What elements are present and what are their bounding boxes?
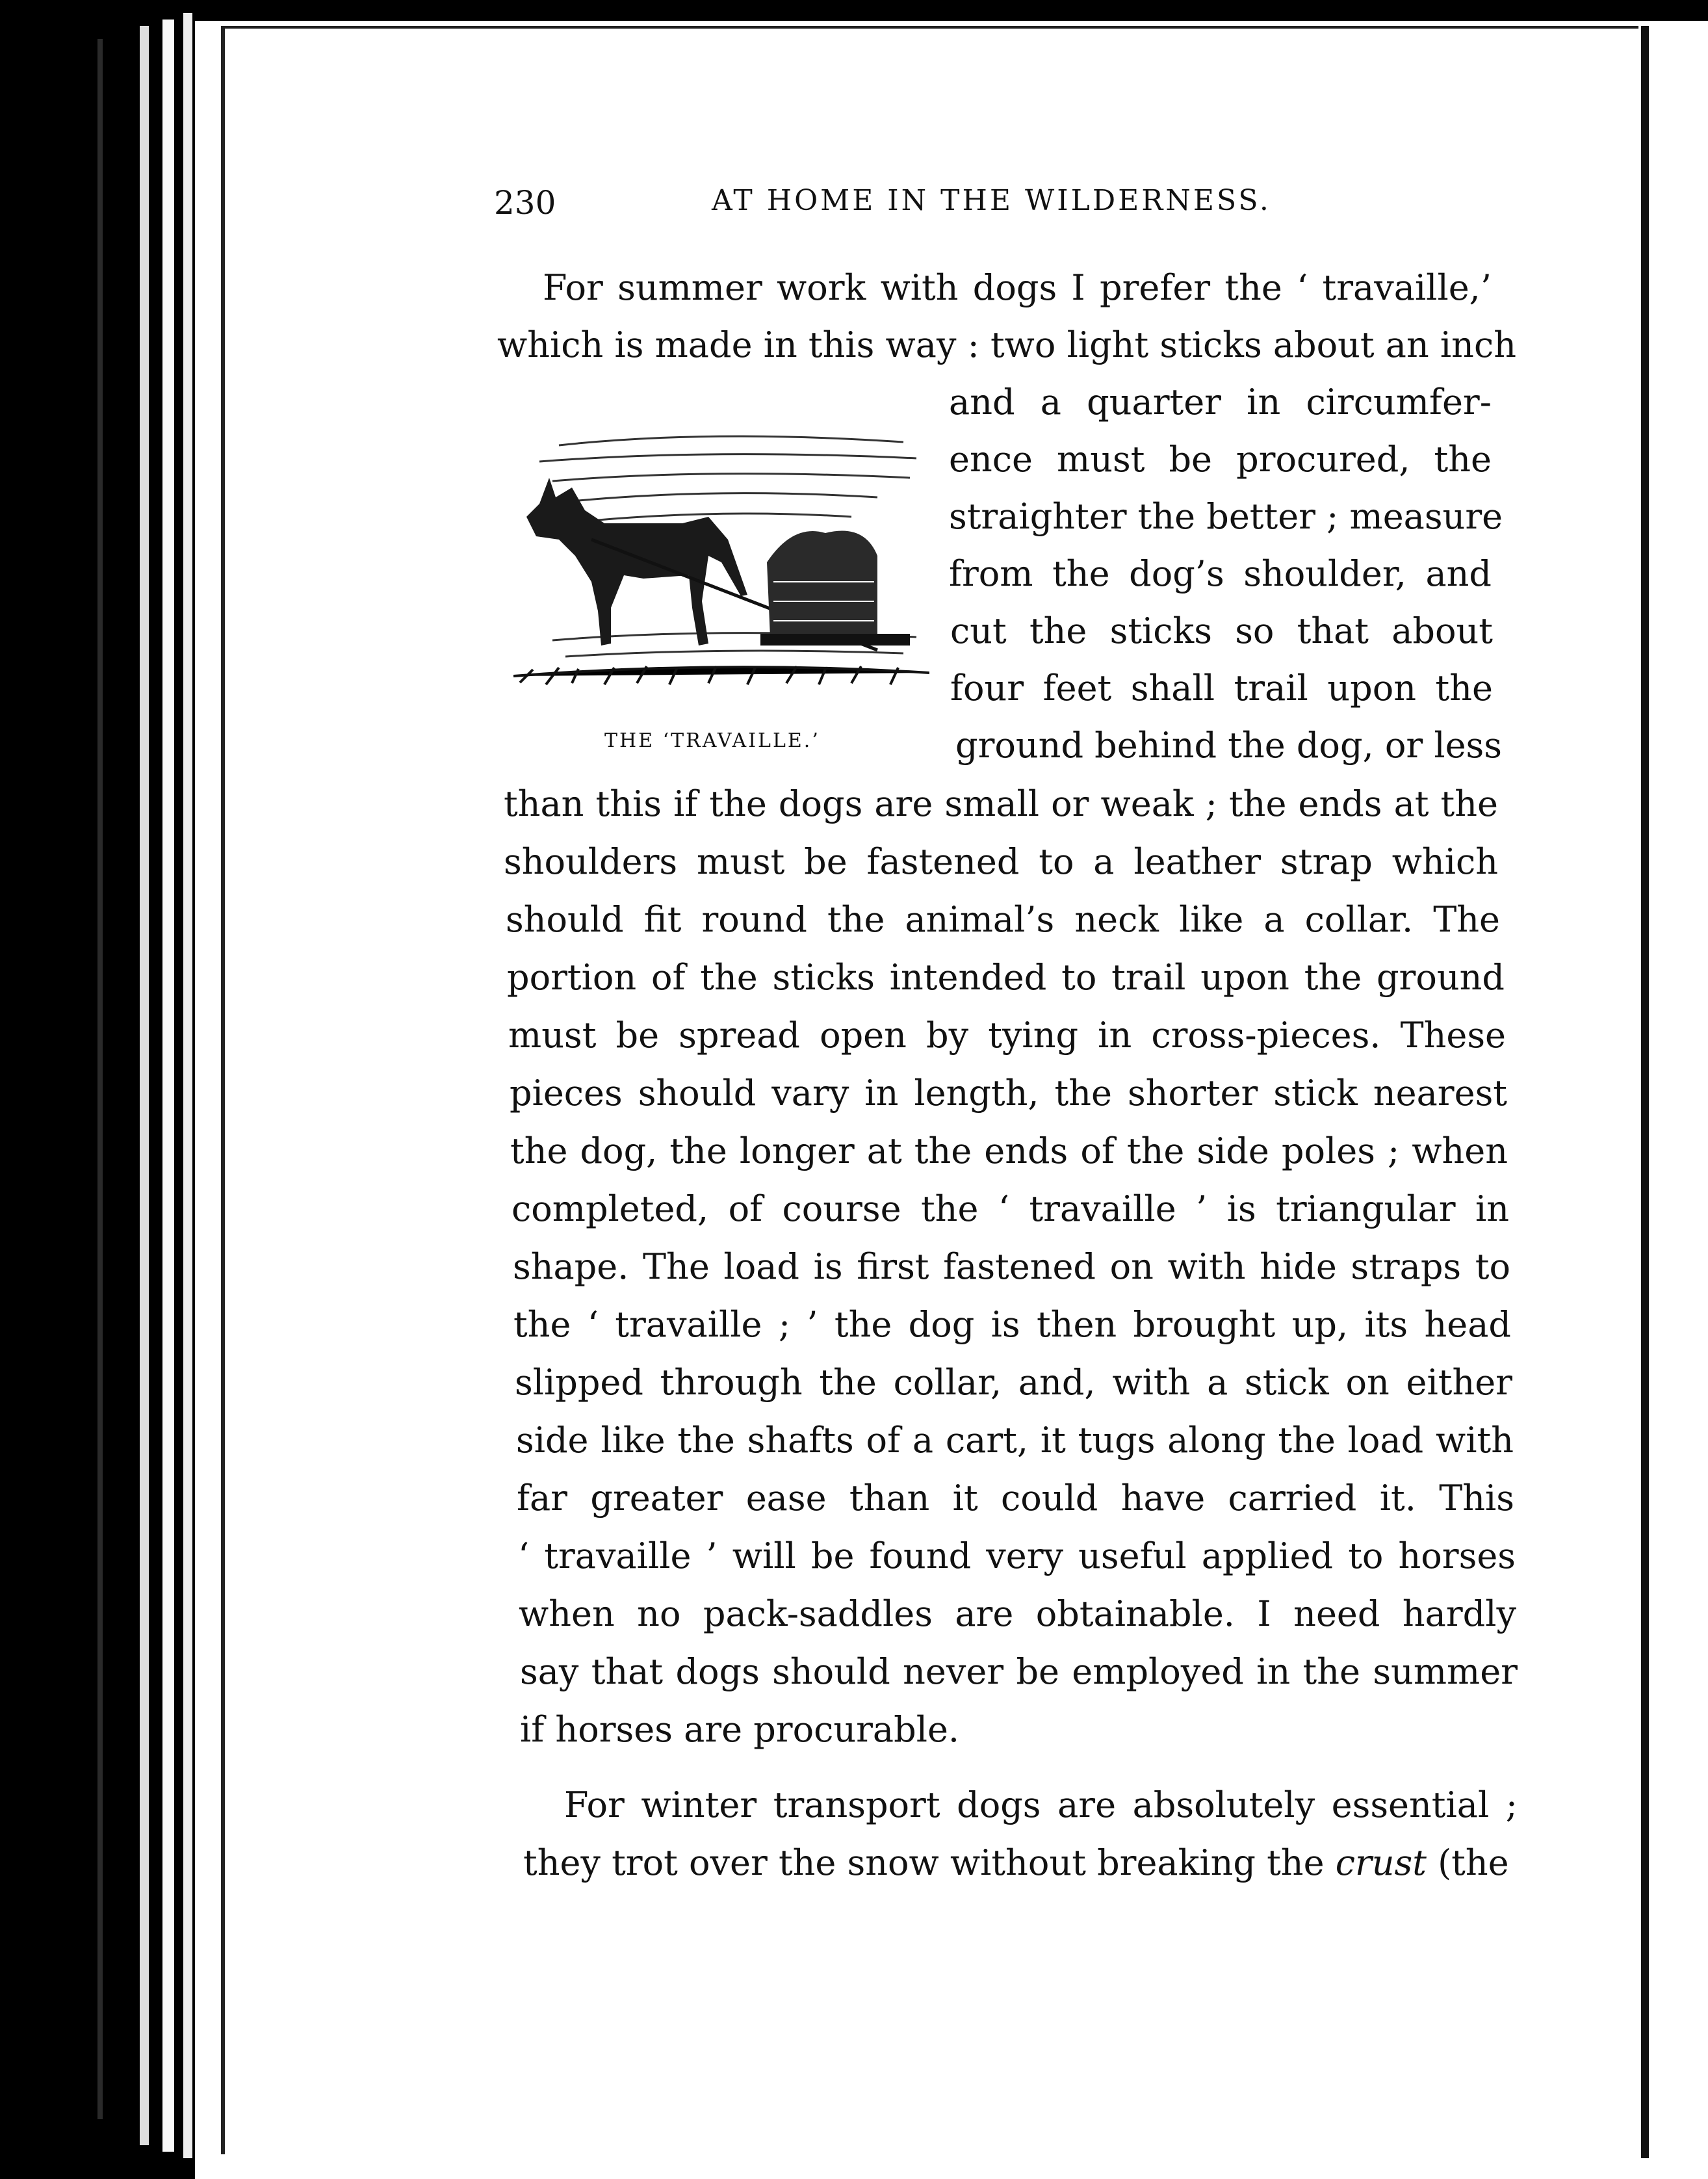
text-line: if horses are procurable. [520, 1709, 960, 1750]
dog-pulling-travaille-illustration [513, 426, 929, 705]
text-line: should fit round the animal’s neck like a collar. The [506, 899, 1500, 940]
text-line: pieces should vary in length, the shorter stick nearest [510, 1073, 1507, 1114]
italic-word: crust [1335, 1842, 1427, 1883]
travaille-illustration [513, 426, 929, 705]
text-line: from the dog’s shoulder, and [949, 553, 1492, 594]
text-line: side like the shafts of a cart, it tugs along the load with [516, 1420, 1514, 1461]
running-title: AT HOME IN THE WILDERNESS. [712, 184, 1271, 217]
text-line: which is made in this way : two light sticks about an inch [497, 324, 1516, 365]
text-line: ground behind the dog, or less [955, 725, 1502, 766]
text-line: far greater ease than it could have carried it. This [517, 1478, 1514, 1519]
text-line: slipped through the collar, and, with a stick on either [515, 1362, 1512, 1403]
page-top-edge [195, 0, 1708, 21]
book-spine [0, 0, 195, 2179]
text-line-last [523, 1834, 1518, 1892]
text-line: For winter transport dogs are absolutely essential ; [564, 1784, 1518, 1825]
text-line: than this if the dogs are small or weak ; the ends at the [504, 783, 1498, 824]
text-line: For summer work with dogs I prefer the ‘ travaille,’ [543, 267, 1492, 308]
text-line: shape. The load is first fastened on with hide straps to [513, 1246, 1510, 1287]
text-line: completed, of course the ‘ travaille ’ is triangular in [511, 1188, 1509, 1229]
text-line: cut the sticks so that about [950, 610, 1493, 651]
page-number: 230 [494, 184, 556, 222]
text-line: when no pack-saddles are obtainable. I need hardly [519, 1593, 1516, 1634]
text-line: ence must be procured, the [949, 439, 1492, 480]
page-right-edge [1641, 26, 1649, 2158]
text-line-start: they trot over the snow without breaking the [523, 1842, 1336, 1883]
text-line: the dog, the longer at the ends of the side poles ; when [510, 1130, 1508, 1171]
text-line: ‘ travaille ’ will be found very useful applied to horses [518, 1535, 1516, 1576]
text-line: and a quarter in circumfer- [949, 382, 1492, 423]
figure-caption: THE ‘TRAVAILLE.’ [604, 729, 820, 752]
text-line: must be spread open by tying in cross-pieces. These [508, 1015, 1506, 1056]
text-line-end: (the [1426, 1842, 1509, 1883]
text-line: say that dogs should never be employed in the summer [520, 1651, 1518, 1692]
text-line: shoulders must be fastened to a leather strap which [504, 841, 1498, 882]
text-line: portion of the sticks intended to trail upon the ground [507, 957, 1505, 998]
text-line: straighter the better ; measure [949, 496, 1503, 537]
text-line: four feet shall trail upon the [950, 668, 1493, 709]
text-line: the ‘ travaille ; ’ the dog is then brought up, its head [513, 1304, 1511, 1345]
